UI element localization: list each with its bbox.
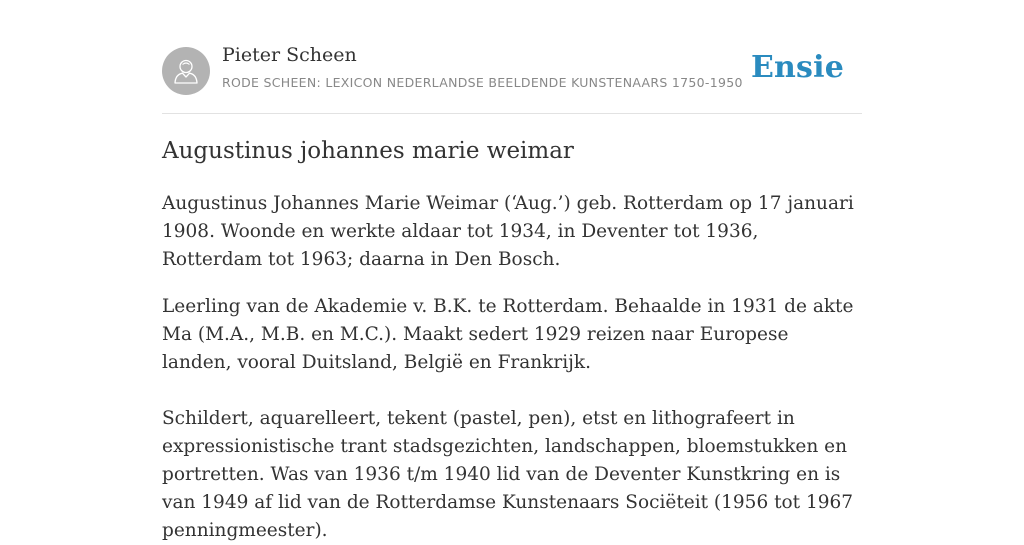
content-container [162, 0, 862, 541]
source-label[interactable]: RODE SCHEEN: LEXICON NEDERLANDSE BEELDENDE KUNSTENAARS 1750-1950 [222, 75, 743, 90]
paragraph-2: Leerling van de Akademie v. B.K. te Rotterdam. Behaalde in 1931 de akte Ma (M.A., M.B. en M.C.). Maakt sedert 1929 reizen naar Europese landen, vooral Duitsland, België en Frankrijk. [162, 296, 854, 373]
page-title: Augustinus johannes marie weimar [162, 138, 574, 164]
ensie-logo[interactable]: Ensie [750, 50, 844, 85]
article-header [162, 0, 862, 114]
author-name[interactable]: Pieter Scheen [222, 44, 357, 66]
paragraph-3: Schildert, aquarelleert, tekent (pastel, pen), etst en lithografeert in expressionistische trant stadsgezichten, landschappen, bloemstukken en portretten. Was van 1936 t/m 1940 lid van de Deventer Kunstkring en is van 1949 af lid van de Rotterdamse Kunstenaars Sociëteit (1956 tot 1967 penningmeester). [162, 408, 854, 541]
author-avatar[interactable] [162, 47, 210, 95]
paragraph-1: Augustinus Johannes Marie Weimar (‘Aug.’) geb. Rotterdam op 17 januari 1908. Woonde en werkte aldaar tot 1934, in Deventer tot 1936, Rotterdam tot 1963; daarna in Den Bosch. [162, 193, 854, 270]
user-icon [171, 56, 201, 86]
